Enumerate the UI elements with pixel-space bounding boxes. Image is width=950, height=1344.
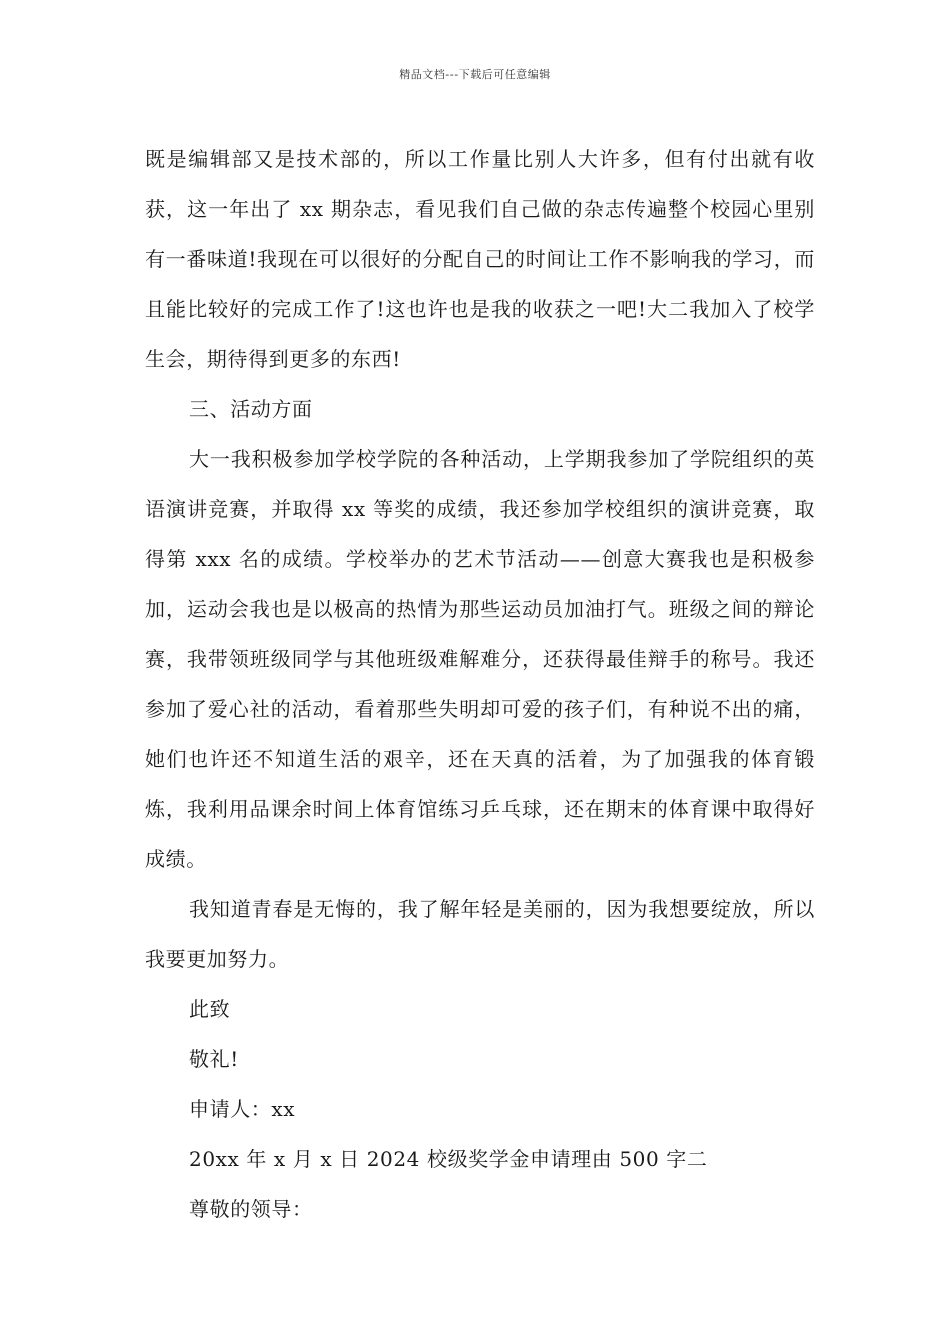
date-and-next-title: 20xx 年 x 月 x 日 2024 校级奖学金申请理由 500 字二 (189, 1147, 708, 1171)
document-body (145, 134, 815, 1234)
greeting-line: 尊敬的领导： (189, 1197, 313, 1221)
closing-respect: 敬礼! (189, 1047, 239, 1071)
closing-salute: 此致 (189, 997, 231, 1021)
applicant-signature: 申请人：xx (189, 1097, 296, 1121)
paragraph-activities: 大一我积极参加学校学院的各种活动，上学期我参加了学院组织的英语演讲竞赛，并取得 xx 等奖的成绩，我还参加学校组织的演讲竞赛，取得第 xxx 名的成绩。学校举办的艺术节活动——创意大赛我也是积极参加，运动会我也是以极高的热情为那些运动员加油打气。班级之间的辩论赛，我带领班级同学与其他班级难解难分，还获得最佳辩手的称号。我还参加了爱心社的活动，看着那些失明却可爱的孩子们，有种说不出的痛，她们也许还不知道生活的艰辛，还在天真的活着，为了加强我的体育锻炼，我利用品课余时间上体育馆练习乒乓球，还在期末的体育课中取得好成绩。 (145, 447, 815, 871)
paragraph-work-summary: 既是编辑部又是技术部的，所以工作量比别人大许多，但有付出就有收获，这一年出了 xx 期杂志，看见我们自己做的杂志传遍整个校园心里别有一番味道!我现在可以很好的分配自己的时间让工作不影响我的学习，而且能比较好的完成工作了!这也许也是我的收获之一吧!大二我加入了校学生会，期待得到更多的东西! (145, 147, 815, 371)
section-heading-activities: 三、活动方面 (189, 397, 313, 421)
paragraph-youth: 我知道青春是无悔的，我了解年轻是美丽的，因为我想要绽放，所以我要更加努力。 (145, 897, 815, 971)
page-header: 精品文档---下载后可任意编辑 (399, 68, 551, 81)
